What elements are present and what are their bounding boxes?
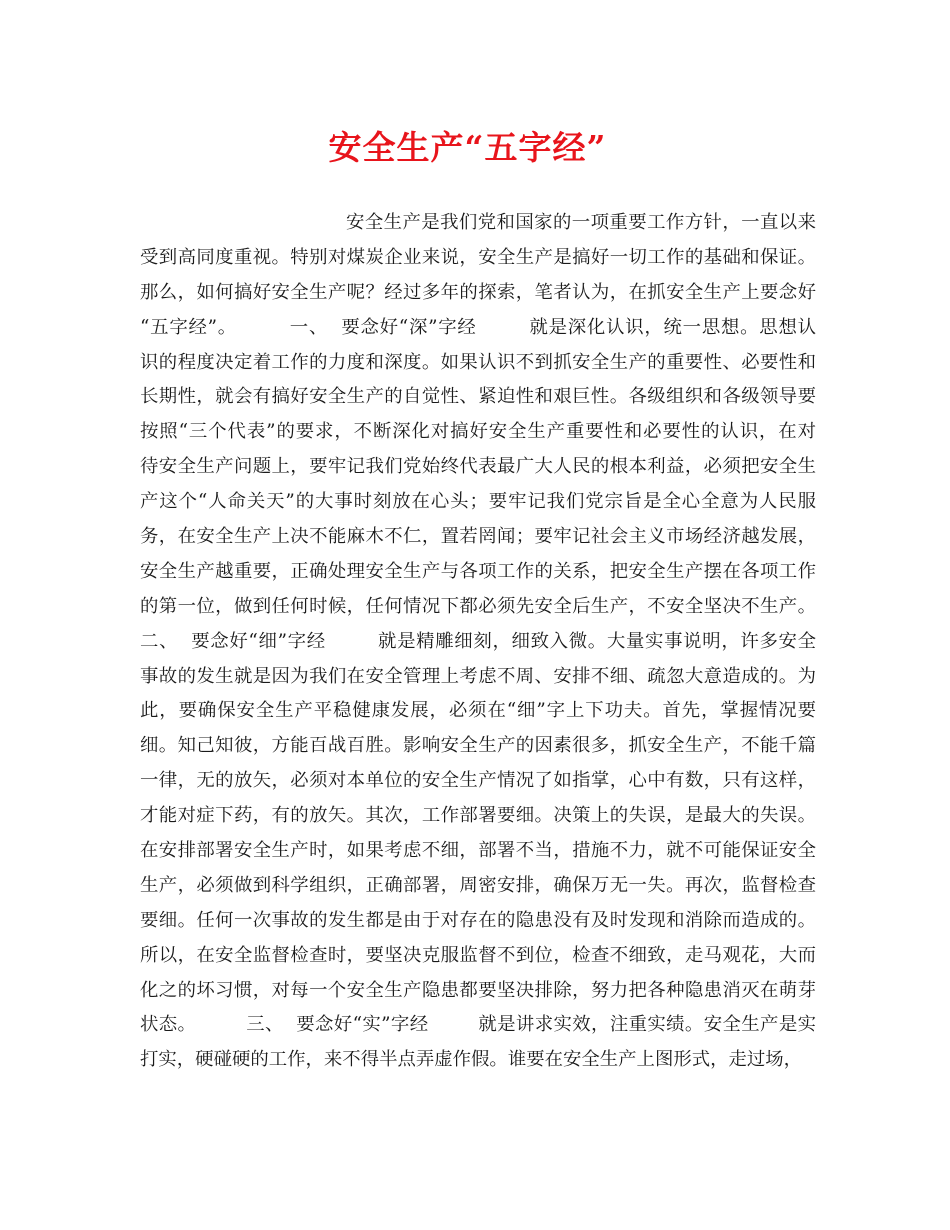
body-line: 要细。任何一次事故的发生都是由于对存在的隐患没有及时发现和消除而造成的。 — [140, 909, 816, 931]
body-line: 长期性，就会有搞好安全生产的自觉性、紧迫性和艰巨性。各级组织和各级领导要 — [140, 386, 816, 408]
body-line: 安全生产是我们党和国家的一项重要工作方针，一直以来 — [346, 212, 816, 233]
body-line: 受到高同度重视。特别对煤炭企业来说，安全生产是搞好一切工作的基础和保证。 — [140, 246, 816, 268]
body-line: 务，在安全生产上决不能麻木不仁，置若罔闻；要牢记社会主义市场经济越发展， — [140, 526, 816, 548]
body-line: 一律，无的放矢，必须对本单位的安全生产情况了如指掌，心中有数，只有这样， — [140, 770, 816, 792]
body-line: 细。知己知彼，方能百战百胜。影响安全生产的因素很多，抓安全生产，不能千篇 — [140, 735, 816, 757]
body-line: 二、 要念好“细”字经 就是精雕细刻，细致入微。大量实事说明，许多安全 — [140, 630, 816, 652]
body-line: 识的程度决定着工作的力度和深度。如果认识不到抓安全生产的重要性、必要性和 — [140, 351, 816, 373]
body-line: 那么，如何搞好安全生产呢？经过多年的探索，笔者认为，在抓安全生产上要念好 — [140, 281, 816, 303]
body-line: 此，要确保安全生产平稳健康发展，必须在“细”字上下功夫。首先，掌握情况要 — [140, 700, 816, 722]
body-line: 状态。 三、 要念好“实”字经 就是讲求实效，注重实绩。安全生产是实 — [140, 1014, 816, 1036]
body-line: 按照“三个代表”的要求，不断深化对搞好安全生产重要性和必要性的认识，在对 — [140, 421, 816, 443]
body-line: 所以，在安全监督检查时，要坚决克服监督不到位，检查不细致，走马观花，大而 — [140, 944, 816, 966]
body-line: 的第一位，做到任何时候，任何情况下都必须先安全后生产，不安全坚决不生产。 — [140, 595, 816, 617]
body-line: 产这个“人命关天”的大事时刻放在心头；要牢记我们党宗旨是全心全意为人民服 — [140, 491, 816, 513]
document-title: 安全生产“五字经” — [328, 128, 607, 167]
body-line: 安全生产越重要，正确处理安全生产与各项工作的关系，把安全生产摆在各项工作 — [140, 560, 816, 582]
body-line: 才能对症下药，有的放矢。其次，工作部署要细。决策上的失误，是最大的失误。 — [140, 805, 816, 827]
body-line: “五字经”。 一、 要念好“深”字经 就是深化认识，统一思想。思想认 — [140, 316, 816, 338]
body-line: 事故的发生就是因为我们在安全管理上考虑不周、安排不细、疏忽大意造成的。为 — [140, 665, 816, 687]
body-line: 打实，硬碰硬的工作，来不得半点弄虚作假。谁要在安全生产上图形式，走过场， — [140, 1049, 803, 1071]
body-line: 在安排部署安全生产时，如果考虑不细，部署不当，措施不力，就不可能保证安全 — [140, 840, 816, 862]
body-line: 生产，必须做到科学组织，正确部署，周密安排，确保万无一失。再次，监督检查 — [140, 874, 816, 896]
body-line: 待安全生产问题上，要牢记我们党始终代表最广大人民的根本利益，必须把安全生 — [140, 456, 816, 478]
body-line: 化之的坏习惯，对每一个安全生产隐患都要坚决排除，努力把各种隐患消灭在萌芽 — [140, 979, 816, 1001]
document-body — [140, 206, 816, 1078]
